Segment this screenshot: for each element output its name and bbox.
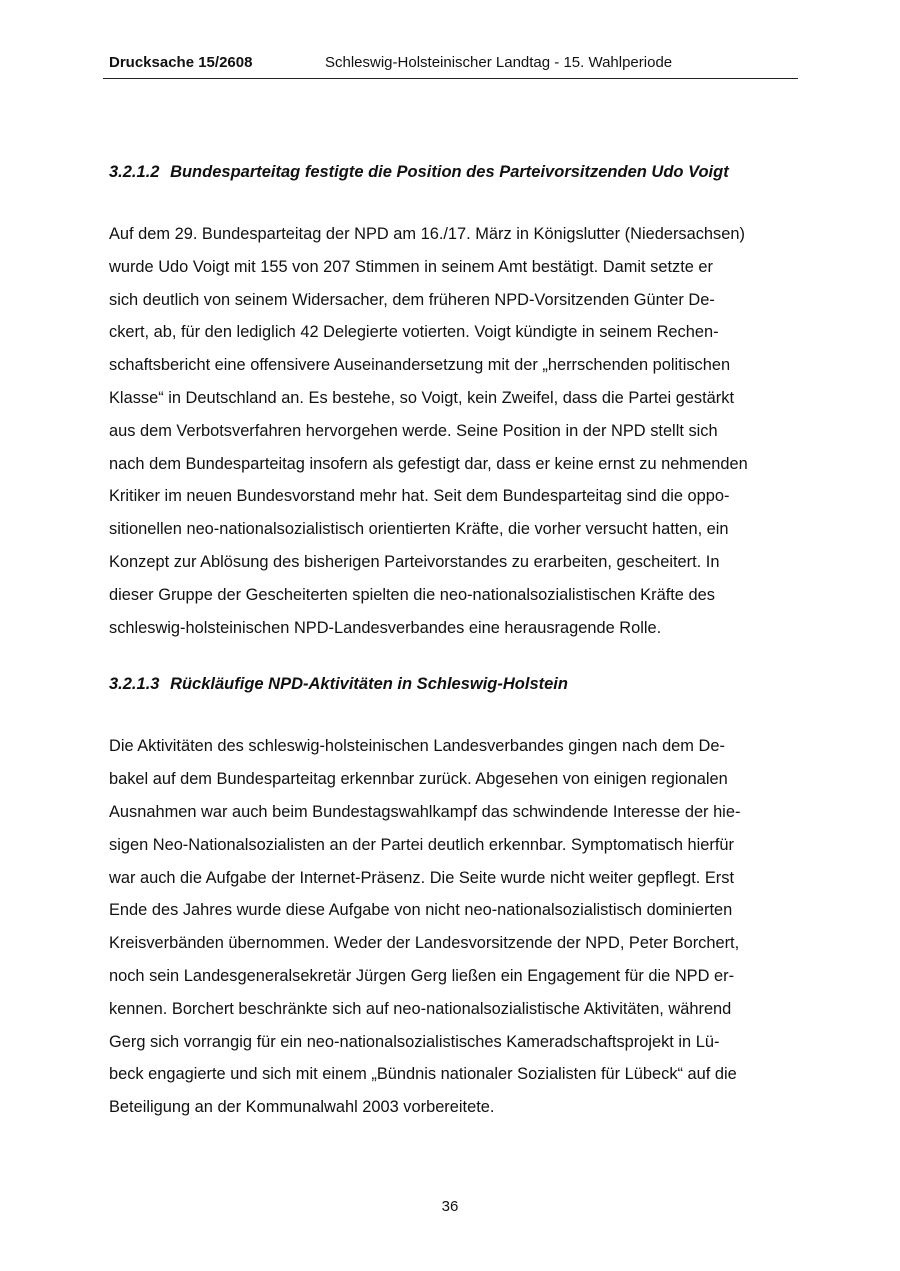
text-line: sigen Neo-Nationalsozialisten an der Partei deutlich erkennbar. Symptomatisch hierfür <box>109 835 734 854</box>
text-line: Kreisverbänden übernommen. Weder der Landesvorsitzende der NPD, Peter Borchert, <box>109 934 740 953</box>
text-line: war auch die Aufgabe der Internet-Präsenz. Die Seite wurde nicht weiter gepflegt. Erst <box>109 868 735 887</box>
section-paragraph <box>109 730 799 1124</box>
section-number: 3.2.1.2 <box>109 163 160 181</box>
text-line: dieser Gruppe der Gescheiterten spielten die neo-nationalsozialistischen Kräfte des <box>109 585 715 604</box>
document-id: Drucksache 15/2608 <box>109 54 253 71</box>
text-line: Konzept zur Ablösung des bisherigen Parteivorstandes zu erarbeiten, gescheitert. In <box>109 552 720 571</box>
text-line: Kritiker im neuen Bundesvorstand mehr hat. Seit dem Bundesparteitag sind die oppo- <box>109 487 730 506</box>
text-line: Auf dem 29. Bundesparteitag der NPD am 16./17. März in Königslutter (Niedersachsen) <box>109 225 745 243</box>
text-line: schaftsbericht eine offensivere Auseinandersetzung mit der „herrschenden politischen <box>109 356 731 375</box>
page-content <box>109 160 799 1124</box>
text-line: Ende des Jahres wurde diese Aufgabe von nicht neo-nationalsozialistisch dominierten <box>109 901 733 920</box>
text-line: nach dem Bundesparteitag insofern als gefestigt dar, dass er keine ernst zu nehmenden <box>109 454 748 473</box>
text-line: sich deutlich von seinem Widersacher, dem früheren NPD-Vorsitzenden Günter De- <box>109 290 715 309</box>
section-paragraph <box>109 218 799 644</box>
section-heading <box>109 160 799 184</box>
text-line: beck engagierte und sich mit einem „Bündnis nationaler Sozialisten für Lübeck“ auf die <box>109 1065 737 1084</box>
document-title: Schleswig-Holsteinischer Landtag - 15. Wahlperiode <box>325 54 673 71</box>
section-number: 3.2.1.3 <box>109 675 160 694</box>
text-line: schleswig-holsteinischen NPD-Landesverbandes eine herausragende Rolle. <box>109 618 662 637</box>
text-line: kennen. Borchert beschränkte sich auf neo-nationalsozialistische Aktivitäten, während <box>109 999 732 1018</box>
text-line: Gerg sich vorrangig für ein neo-nationalsozialistisches Kameradschaftsprojekt in Lü- <box>109 1032 720 1051</box>
page-header <box>103 54 798 79</box>
section-title: Bundesparteitag festigte die Position des Parteivorsitzenden Udo Voigt <box>170 163 729 181</box>
text-line: noch sein Landesgeneralsekretär Jürgen Gerg ließen ein Engagement für die NPD er- <box>109 966 735 985</box>
section-title: Rückläufige NPD-Aktivitäten in Schleswig-Holstein <box>170 675 568 694</box>
page-number: 36 <box>441 1198 459 1215</box>
text-line: sitionellen neo-nationalsozialistisch orientierten Kräfte, die vorher versucht hatten, ein <box>109 520 729 539</box>
text-line: Klasse“ in Deutschland an. Es bestehe, so Voigt, kein Zweifel, dass die Partei gestärkt <box>109 388 734 407</box>
text-line: Die Aktivitäten des schleswig-holsteinischen Landesverbandes gingen nach dem De- <box>109 737 725 756</box>
section-heading <box>109 672 799 696</box>
text-line: aus dem Verbotsverfahren hervorgehen werde. Seine Position in der NPD stellt sich <box>109 421 718 440</box>
text-line: bakel auf dem Bundesparteitag erkennbar zurück. Abgesehen von einigen regionalen <box>109 770 728 789</box>
text-line: Ausnahmen war auch beim Bundestagswahlkampf das schwindende Interesse der hie- <box>109 802 741 821</box>
text-line: Beteiligung an der Kommunalwahl 2003 vorbereitete. <box>109 1098 495 1117</box>
text-line: ckert, ab, für den lediglich 42 Delegierte votierten. Voigt kündigte in seinem Rechen- <box>109 323 719 342</box>
text-line: wurde Udo Voigt mit 155 von 207 Stimmen in seinem Amt bestätigt. Damit setzte er <box>109 257 714 276</box>
